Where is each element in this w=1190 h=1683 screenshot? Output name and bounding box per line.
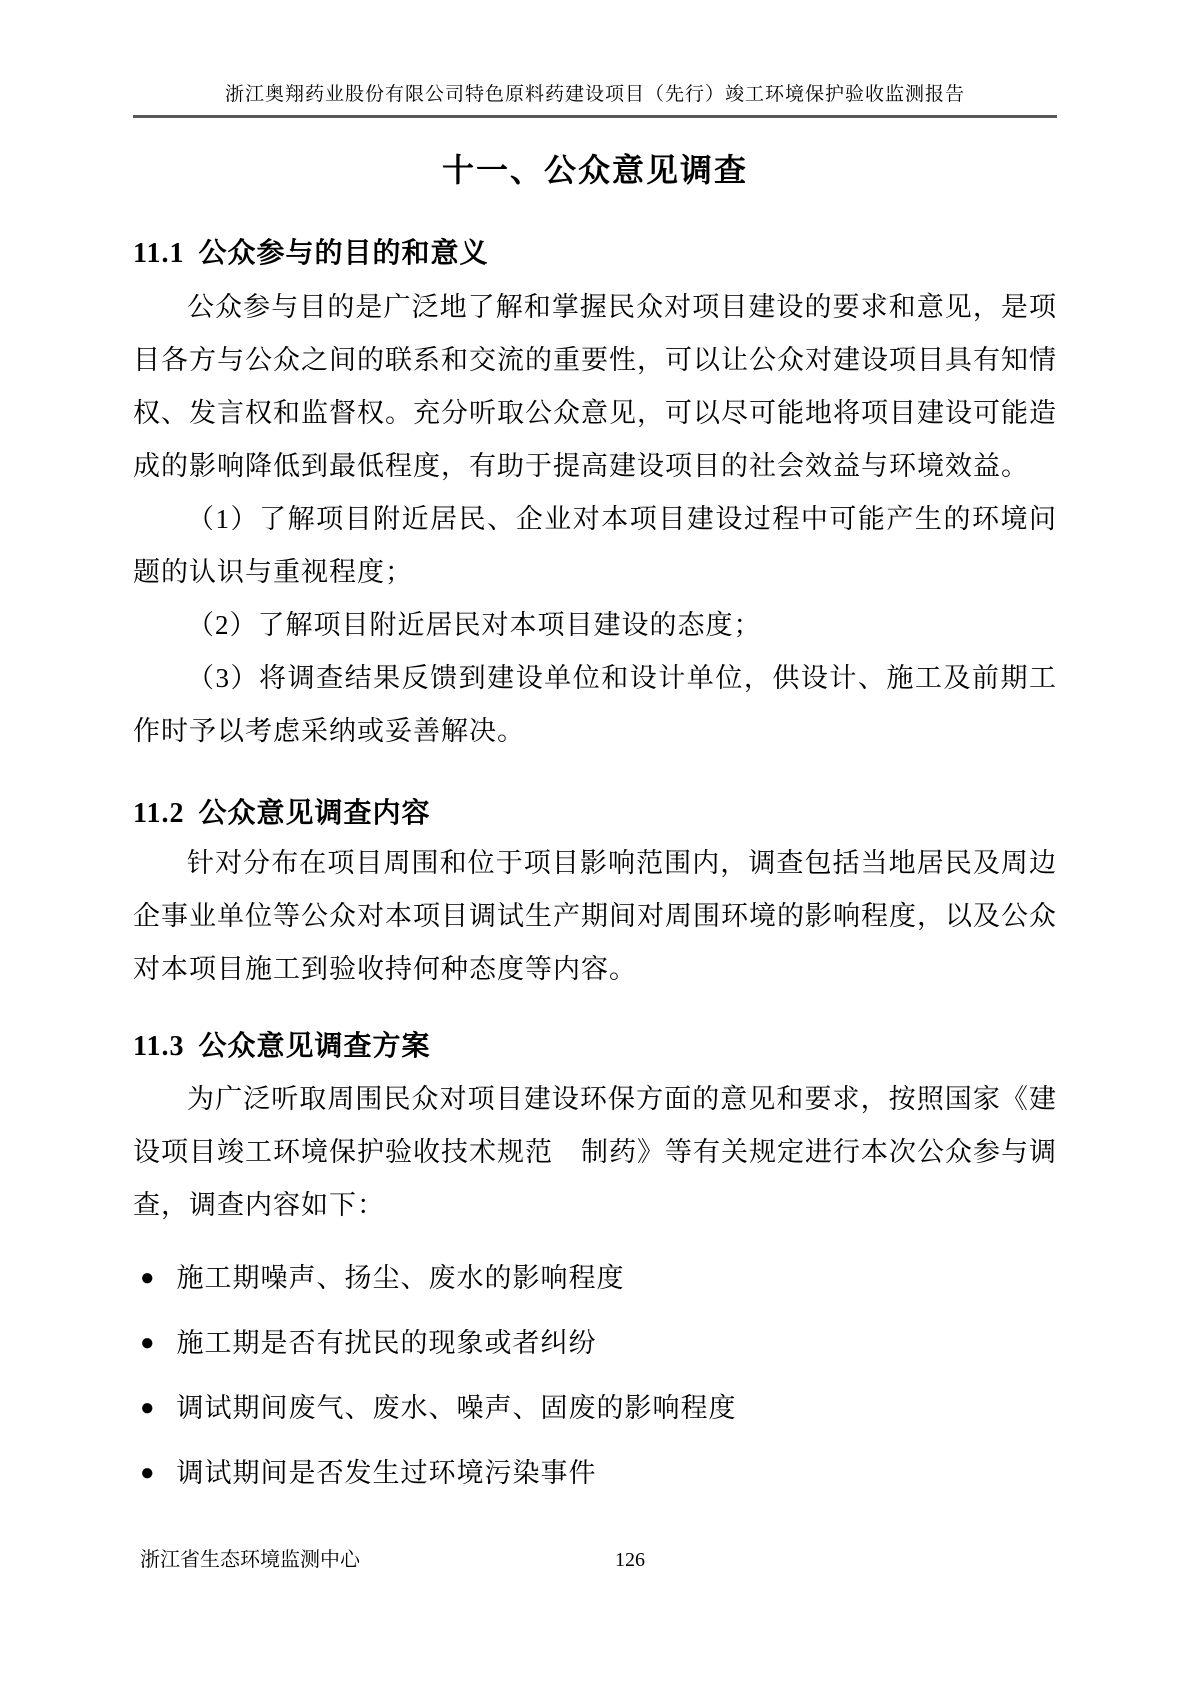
- page-footer: [133, 1548, 1057, 1578]
- list-item: [140, 1328, 1057, 1358]
- body-paragraph: （2）了解项目附近居民对本项目建设的态度；: [187, 610, 762, 640]
- section-number: 11.3: [133, 1031, 185, 1062]
- page-header: [133, 0, 1057, 118]
- footer-organization: 浙江省生态环境监测中心: [140, 1549, 360, 1571]
- body-paragraph: （3）将调查结果反馈到建设单位和设计单位，供设计、施工及前期工作时予以考虑采纳或妥善解决。: [133, 663, 1057, 746]
- header-rule: [133, 115, 1057, 118]
- bullet-icon: ●: [140, 1395, 156, 1421]
- list-item-text: 调试期间废气、废水、噪声、固废的影响程度: [176, 1393, 737, 1423]
- bullet-icon: ●: [140, 1265, 156, 1291]
- body-paragraph: 公众参与目的是广泛地了解和掌握民众对项目建设的要求和意见，是项目各方与公众之间的联系和交流的重要性，可以让公众对建设项目具有知情权、发言权和监督权。充分听取公众意见，可以尽可能地将项目建设可能造成的影响降低到最低程度，有助于提高建设项目的社会效益与环境效益。: [133, 292, 1057, 481]
- bullet-icon: ●: [140, 1330, 156, 1356]
- list-item: [140, 1393, 1057, 1423]
- list-item-text: 施工期噪声、扬尘、废水的影响程度: [176, 1263, 625, 1293]
- section-11-3: [133, 1024, 1057, 1232]
- page-number: 126: [615, 1549, 645, 1571]
- list-item-text: 调试期间是否发生过环境污染事件: [176, 1458, 597, 1488]
- chapter-title: 十一、公众意见调查: [441, 152, 748, 188]
- section-11-2-heading: [133, 791, 1057, 831]
- section-heading-text: 公众意见调查内容: [198, 798, 431, 829]
- list-item: [140, 1458, 1057, 1488]
- body-paragraph: 针对分布在项目周围和位于项目影响范围内，调查包括当地居民及周边企事业单位等公众对本项目调试生产期间对周围环境的影响程度，以及公众对本项目施工到验收持何种态度等内容。: [133, 848, 1057, 984]
- body-paragraph: 为广泛听取周围民众对项目建设环保方面的意见和要求，按照国家《建设项目竣工环境保护验收技术规范 制药》等有关规定进行本次公众参与调查，调查内容如下：: [133, 1084, 1057, 1220]
- header-title: 浙江奥翔药业股份有限公司特色原料药建设项目（先行）竣工环境保护验收监测报告: [224, 84, 965, 105]
- list-item: [140, 1263, 1057, 1293]
- section-11-3-heading: [133, 1024, 1057, 1064]
- section-11-1-heading: [133, 231, 1057, 271]
- section-number: 11.1: [133, 238, 185, 269]
- section-11-1: [133, 231, 1057, 758]
- survey-topics-list: [133, 1263, 1057, 1488]
- body-paragraph: （1）了解项目附近居民、企业对本项目建设过程中可能产生的环境问题的认识与重视程度；: [133, 504, 1057, 587]
- bullet-icon: ●: [140, 1460, 156, 1486]
- section-number: 11.2: [133, 798, 185, 829]
- section-heading-text: 公众意见调查方案: [198, 1031, 431, 1062]
- section-11-2: [133, 791, 1057, 996]
- list-item-text: 施工期是否有扰民的现象或者纠纷: [176, 1328, 597, 1358]
- section-heading-text: 公众参与的目的和意义: [198, 238, 489, 269]
